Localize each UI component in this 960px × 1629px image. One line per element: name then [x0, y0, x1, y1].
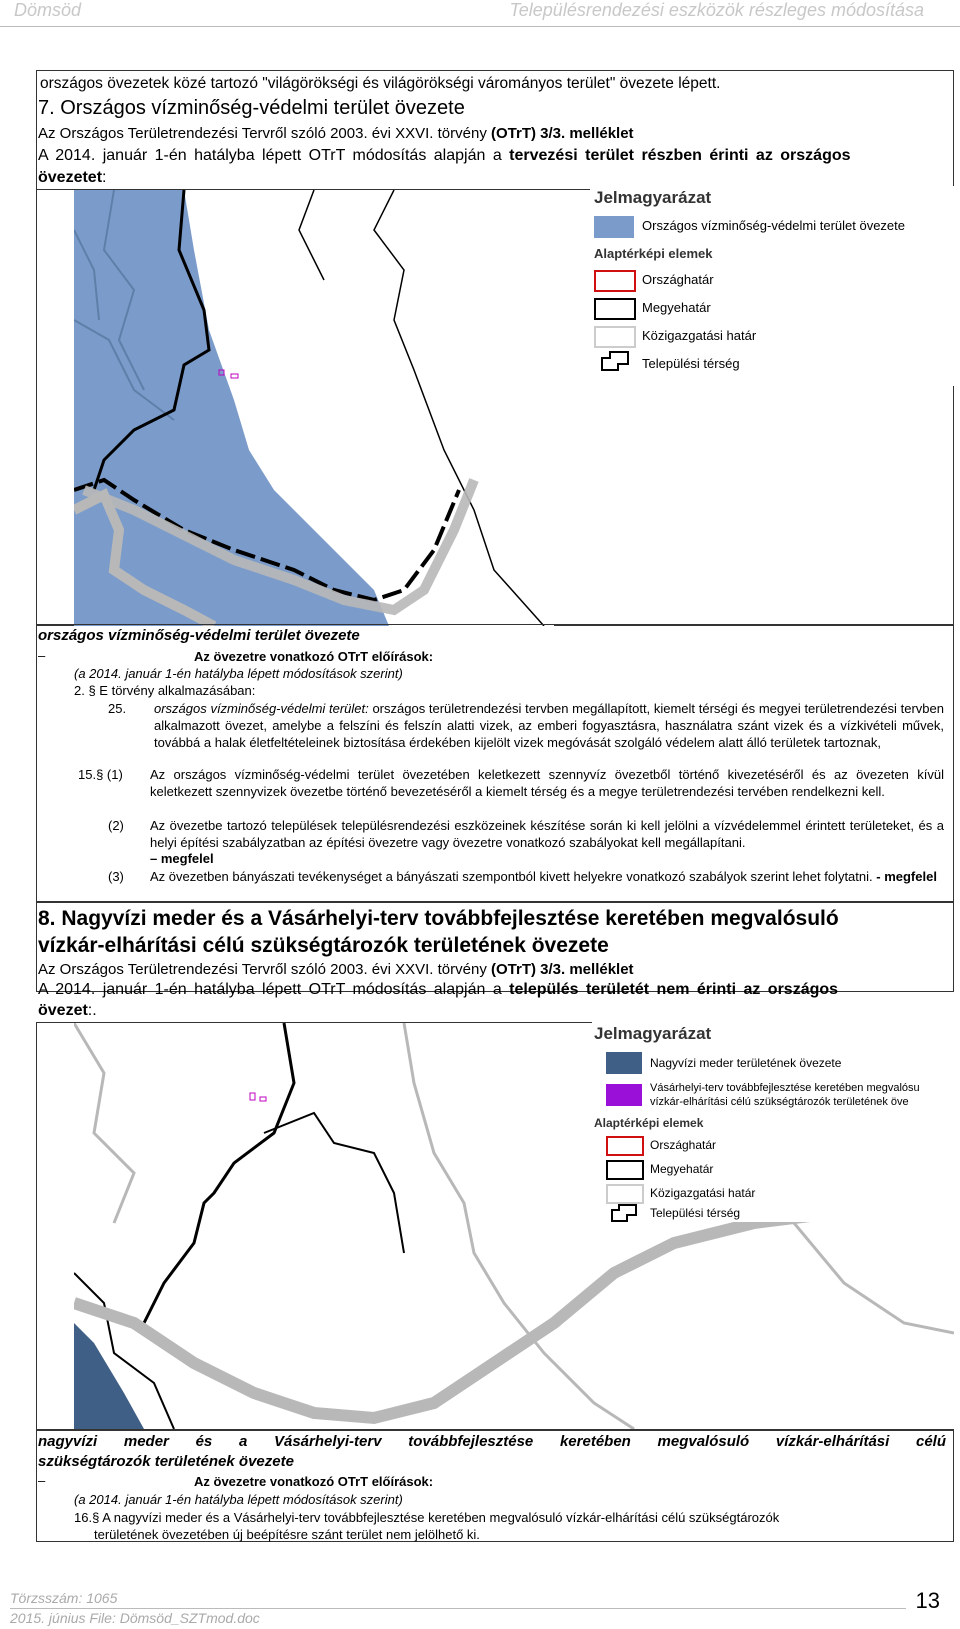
legend-swatch-border: [594, 270, 636, 292]
section-8-legend: [592, 1022, 954, 1222]
mod-bold-2: övezetet: [38, 169, 103, 186]
section-7-title: 7. Országos vízminőség-védelmi terület övezete: [38, 97, 465, 119]
section-8-title-l2: vízkár-elhárítási célú szükségtározók területének övezete: [38, 934, 609, 957]
legend-8-title: Jelmagyarázat: [594, 1024, 712, 1043]
page-number: 13: [915, 1588, 940, 1613]
header-municipality: Dömsöd: [14, 0, 82, 20]
section-7-map: [74, 190, 554, 626]
rules-heading-8: Az övezetre vonatkozó OTrT előírások:: [194, 1474, 434, 1489]
rules-note-7: (a 2014. január 1-én hatályba lépett módosítások szerint): [74, 666, 403, 681]
law-bold: (OTrT) 3/3. melléklet: [491, 125, 634, 142]
p15-2-num: (2): [108, 818, 124, 833]
law-bold-8: (OTrT) 3/3. melléklet: [491, 961, 634, 978]
header-rule: [0, 26, 960, 27]
section-8-law: [38, 960, 634, 979]
legend-swatch-flood: [606, 1052, 642, 1074]
zone-name-8-l2: szükségtározók területének övezete: [38, 1453, 294, 1470]
legend-item-county: Megyehatár: [642, 300, 711, 315]
law-text: Az Országos Területrendezési Tervről szóló 2003. évi XXVI. törvény: [38, 125, 491, 142]
p25-body: országos területrendezési tervben megállapított, kiemelt térségi és megyei területrendezési tervben alkalmazott övezet, amelybe a felszíni és felszín alatti vizek, az emberi fogyasztásra, használatra szánt vizek és a vízkivételi művek, továbbá a halak életfeltételeinek biztosítása érdekében kijelölt vizek megóvását szolgáló védelem alatt álló területek tartoznak,: [154, 701, 944, 750]
legend-8-item-border: Országhatár: [650, 1138, 717, 1152]
rules-dash-7: –: [38, 648, 46, 663]
rules-note-8: (a 2014. január 1-én hatályba lépett módosítások szerint): [74, 1492, 403, 1507]
section-8-mod-line1: [38, 980, 838, 999]
mod-bold-8: település területét nem érinti az országos: [509, 981, 839, 998]
section-8-title-l1: 8. Nagyvízi meder és a Vásárhelyi-terv továbbfejlesztése keretében megvalósuló: [38, 907, 839, 930]
legend-swatch-reservoir: [606, 1084, 642, 1106]
p16-line1: 16.§ A nagyvízi meder és a Vásárhelyi-terv továbbfejlesztése keretében megvalósuló vízkár-elhárítási célú szükségtározók: [74, 1510, 780, 1525]
legend-8-swatch-border: [606, 1136, 644, 1156]
law-text-8: Az Országos Területrendezési Tervről szóló 2003. évi XXVI. törvény: [38, 961, 491, 978]
settlement-icon-8: [610, 1204, 638, 1222]
settlement-icon: [600, 350, 630, 372]
mod-end: :: [102, 169, 107, 186]
legend-swatch-admin: [594, 326, 636, 348]
mod-end-8: :.: [87, 1002, 97, 1019]
paragraph-2: 2. § E törvény alkalmazásában:: [74, 683, 256, 698]
legend-item-reservoir-a: Vásárhelyi-terv továbbfejlesztése keretében megvalósu: [650, 1082, 920, 1094]
legend-8-item-county: Megyehatár: [650, 1162, 714, 1176]
mod-bold: tervezési terület részben érinti az országos: [509, 147, 851, 164]
zone-name-8-l1: nagyvízi meder és a Vásárhelyi-terv továbbfejlesztése keretében megvalósuló vízkár-elhárítási célú: [38, 1433, 946, 1450]
p15-3-body: Az övezetben bányászati tevékenységet a bányászati szempontból kivett helyekre vonatkozó szabályok szerint lehet folytatni.: [150, 869, 873, 884]
p15-3-verdict: - megfelel: [876, 869, 937, 884]
legend-8-swatch-county: [606, 1160, 644, 1180]
section-7-legend: [590, 186, 954, 386]
p15-2-text: Az övezetbe tartozó települések településrendezési eszközeinek készítése során ki kell jelölni a vízvédelemmel érintett területeket, és a helyi építési szabályzatban az építési övezetre vagy övezetre vonatkozó szabályokat kell megállapítani.: [150, 818, 944, 850]
p15-2-verdict: – megfelel: [150, 851, 214, 866]
legend-swatch-county: [594, 298, 636, 320]
footer-file: 2015. június File: Dömsöd_SZTmod.doc: [10, 1610, 260, 1626]
legend-title: Jelmagyarázat: [594, 188, 712, 207]
p15-1-text: Az országos vízminőség-védelmi terület övezetében keletkezett szennyvíz övezetből történő kivezetéséről és az övezeten kívül keletkezett szennyvizek övezetbe történő bevezetéséről a kiemelt térség és a megye területrendezési tervében rendelkezni kell.: [150, 767, 944, 799]
section-8-mod-line2: [38, 1001, 97, 1020]
p25-num: 25.: [108, 701, 127, 716]
legend-8-subtitle: Alaptérképi elemek: [594, 1116, 704, 1130]
zone-name-7: országos vízminőség-védelmi terület övezete: [38, 627, 360, 644]
rules-heading-7: Az övezetre vonatkozó OTrT előírások:: [194, 649, 434, 664]
page-header: [0, 0, 960, 24]
legend-item-flood: Nagyvízi meder területének övezete: [650, 1056, 842, 1070]
footer-rule: [10, 1608, 906, 1609]
intro-line: országos övezetek közé tartozó "világörökségi és világörökségi várományos terület" övezete lépett.: [40, 75, 721, 92]
p15-3-num: (3): [108, 869, 124, 884]
p16-line2: területének övezetében új beépítésre szánt terület nem jelölhető ki.: [94, 1527, 480, 1542]
legend-item-reservoir-b: vízkár-elhárítási célú szükségtározók területének öve: [650, 1096, 909, 1108]
p25-text: [154, 700, 944, 751]
legend-item-settlement: Települési térség: [642, 356, 740, 371]
legend-subtitle: Alaptérképi elemek: [594, 246, 713, 261]
legend-item-admin: Közigazgatási határ: [642, 328, 757, 343]
legend-8-swatch-admin: [606, 1184, 644, 1204]
legend-8-item-admin: Közigazgatási határ: [650, 1186, 756, 1200]
header-document-title: Településrendezési eszközök részleges módosítása: [509, 0, 924, 20]
rules-dash-8: –: [38, 1473, 46, 1488]
section-7-mod-line1: [38, 146, 851, 165]
legend-item-border: Országhatár: [642, 272, 714, 287]
footer-registry: Törzsszám: 1065: [10, 1590, 118, 1606]
mod-text-8: A 2014. január 1-én hatályba lépett OTrT módosítás alapján a: [38, 981, 510, 998]
legend-item-water: Országos vízminőség-védelmi terület övezete: [642, 218, 906, 233]
mod-text: A 2014. január 1-én hatályba lépett OTrT módosítás alapján a: [38, 147, 510, 164]
p15-num: 15.§ (1): [78, 767, 123, 782]
legend-8-item-settlement: Települési térség: [650, 1206, 741, 1220]
section-7-law: [38, 124, 634, 143]
legend-swatch-water: [594, 216, 634, 238]
p25-term: országos vízminőség-védelmi terület:: [154, 701, 369, 716]
p15-3-text: [150, 868, 944, 885]
mod-bold-8-2: övezet: [38, 1002, 88, 1019]
water-protection-map-svg: [74, 190, 554, 626]
section-7-mod-line2: [38, 168, 106, 187]
